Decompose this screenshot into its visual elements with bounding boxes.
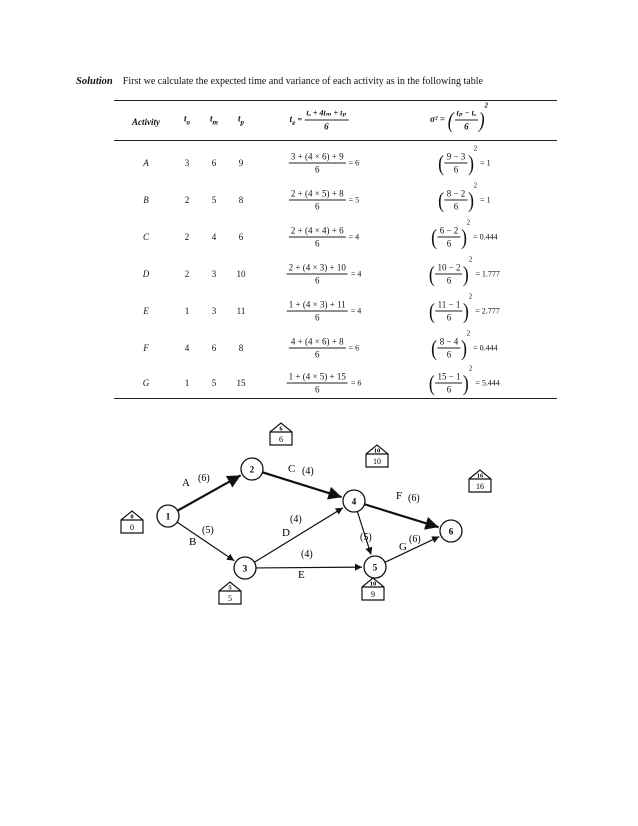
event-time-box	[469, 470, 491, 492]
to-cell: 1	[184, 306, 190, 316]
table-rule-top	[114, 100, 557, 101]
variance-cell: ( $\frac{6 - 2}{6}$ ) $^2$= 0.444	[431, 218, 498, 249]
activity-cell: E	[143, 306, 149, 316]
event-time-box	[366, 445, 388, 467]
header-tm: $t_m$	[210, 113, 218, 127]
tp-cell: 6	[238, 232, 244, 242]
latest-time-label: 0	[130, 523, 134, 532]
header-activity: Activity	[132, 117, 160, 127]
earliest-time-label: 10	[373, 447, 381, 455]
latest-time-label: 5	[228, 594, 232, 603]
tm-cell: 5	[211, 195, 217, 205]
expected-time-cell: $\frac{1 + (4 \times 5) + 15}{6}$ = 6	[288, 371, 362, 395]
tm-cell: 3	[211, 269, 217, 279]
activity-name-label: B	[189, 536, 197, 548]
event-time-box	[270, 423, 292, 445]
earliest-time-label: 10	[369, 580, 377, 588]
variance-cell: ( $\frac{9 - 3}{6}$ ) $^2$= 1	[438, 144, 491, 175]
expected-time-cell: $\frac{2 + (4 \times 3) + 10}{6}$ = 4	[288, 262, 362, 286]
intro-line	[76, 76, 576, 87]
activity-cell: C	[142, 232, 150, 242]
expected-time-cell: $\frac{2 + (4 \times 5) + 8}{6}$ = 5	[290, 188, 360, 212]
to-cell: 1	[184, 378, 190, 388]
variance-cell: ( $\frac{10 - 2}{6}$ ) $^2$= 1.777	[428, 255, 500, 286]
activity-name-label: F	[396, 490, 403, 502]
event-node-label: 1	[165, 511, 171, 522]
to-cell: 2	[184, 269, 190, 279]
header-tp: $t_p$	[237, 113, 245, 127]
activity-duration-label: (5)	[202, 525, 214, 536]
tp-cell: 8	[238, 343, 244, 353]
variance-cell: ( $\frac{11 - 1}{6}$ ) $^2$= 2.777	[429, 292, 500, 323]
tp-cell: 8	[238, 195, 244, 205]
table-rule-bottom	[114, 398, 557, 399]
latest-time-label: 9	[371, 590, 375, 599]
activity-arrow	[256, 567, 362, 568]
tm-cell: 6	[211, 343, 217, 353]
activity-name-label: A	[182, 477, 190, 489]
event-node-label: 5	[372, 562, 378, 573]
activity-name-label: E	[298, 569, 305, 581]
latest-time-label: 6	[279, 435, 283, 444]
network-svg	[112, 420, 522, 620]
event-node-label: 3	[242, 563, 248, 574]
header-to: $t_o$	[183, 113, 191, 127]
project-network-diagram	[112, 420, 522, 620]
variance-cell: ( $\frac{8 - 2}{6}$ ) $^2$= 1	[438, 181, 491, 212]
to-cell: 2	[184, 232, 190, 242]
tm-cell: 5	[211, 378, 217, 388]
variance-cell: ( $\frac{15 - 1}{6}$ ) $^2$= 5.444	[428, 364, 500, 395]
event-time-box	[362, 578, 384, 600]
to-cell: 4	[184, 343, 190, 353]
expected-time-cell: $\frac{3 + (4 \times 6) + 9}{6}$ = 6	[290, 151, 360, 175]
intro-text: First we calculate the expected time and variance of each activity as in the following table	[122, 76, 483, 87]
tm-cell: 6	[211, 158, 217, 168]
event-node-label: 4	[351, 496, 357, 507]
header-variance: σ² = ( $\frac{\text{tₚ − tₒ}}{6}$ ) $^2$	[430, 101, 488, 132]
tp-cell: 10	[236, 269, 246, 279]
activity-duration-label: (6)	[408, 493, 420, 504]
earliest-time-label: 16	[476, 472, 484, 480]
event-node-label: 2	[249, 464, 255, 475]
event-time-box	[121, 511, 143, 533]
activity-duration-label: (4)	[290, 514, 302, 525]
variance-cell: ( $\frac{8 - 4}{6}$ ) $^2$= 0.444	[431, 329, 498, 360]
header-expected-time: $t_e$ = $\frac{\text{tₒ + 4tₘ + tₚ}}{6}$	[289, 108, 347, 132]
tp-cell: 11	[236, 306, 246, 316]
expected-time-cell: $\frac{1 + (4 \times 3) + 11}{6}$ = 4	[288, 299, 362, 323]
activity-duration-label: (6)	[409, 534, 421, 545]
expected-time-cell: $\frac{2 + (4 \times 4) + 6}{6}$ = 4	[290, 225, 360, 249]
to-cell: 3	[184, 158, 190, 168]
latest-time-label: 10	[373, 457, 381, 466]
earliest-time-label: 6	[279, 425, 283, 433]
activity-duration-label: (4)	[302, 466, 314, 477]
activity-name-label: D	[282, 527, 290, 539]
activity-duration-label: (4)	[301, 549, 313, 560]
activity-table	[114, 100, 557, 398]
activity-cell: G	[142, 378, 150, 388]
tp-cell: 9	[238, 158, 244, 168]
solution-label: Solution	[76, 76, 113, 87]
activity-arrow	[365, 504, 439, 527]
activity-name-label: G	[399, 541, 407, 553]
activity-name-label: C	[288, 463, 296, 475]
tm-cell: 4	[211, 232, 217, 242]
to-cell: 2	[184, 195, 190, 205]
earliest-time-label: 0	[130, 513, 134, 521]
latest-time-label: 16	[476, 482, 484, 491]
table-rule-header	[114, 140, 557, 141]
tp-cell: 15	[236, 378, 246, 388]
tm-cell: 3	[211, 306, 217, 316]
activity-cell: F	[143, 343, 149, 353]
activity-duration-label: (6)	[198, 473, 210, 484]
activity-cell: A	[143, 158, 149, 168]
expected-time-cell: $\frac{4 + (4 \times 6) + 8}{6}$ = 6	[290, 336, 360, 360]
activity-duration-label: (5)	[360, 532, 372, 543]
activity-cell: D	[142, 269, 150, 279]
earliest-time-label: 5	[228, 584, 232, 592]
event-time-box	[219, 582, 241, 604]
activity-cell: B	[143, 195, 149, 205]
event-node-label: 6	[448, 526, 454, 537]
